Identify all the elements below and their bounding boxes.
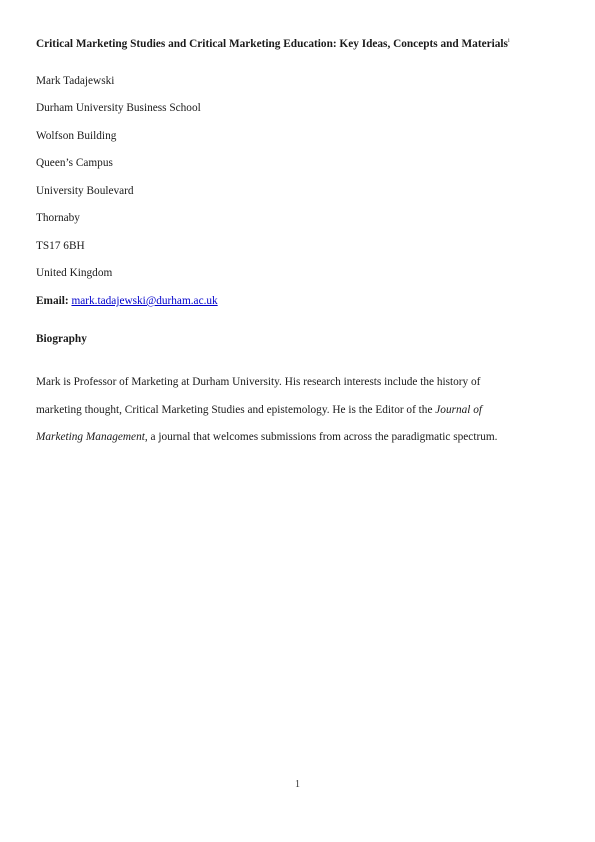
author-affiliation: Durham University Business School — [36, 102, 201, 114]
biography-line-2-text: marketing thought, Critical Marketing Studies and epistemology. He is the Editor of the — [36, 403, 436, 416]
biography-heading: Biography — [36, 333, 87, 345]
biography-line-3 — [36, 424, 526, 452]
journal-title-part-2: Marketing Management — [36, 431, 145, 443]
email-link[interactable]: mark.tadajewski@durham.ac.uk — [71, 295, 218, 307]
biography-line-3-text: , a journal that welcomes submissions from across the paradigmatic spectrum. — [144, 431, 498, 443]
paper-title — [36, 36, 566, 52]
biography-line-1: Mark is Professor of Marketing at Durham University. His research interests include the history of — [36, 376, 481, 388]
biography-line-2 — [36, 397, 526, 425]
biography-paragraph — [36, 369, 526, 452]
address-town: Thornaby — [36, 212, 80, 224]
page-number: 1 — [295, 779, 300, 790]
address-street: University Boulevard — [36, 185, 134, 197]
email-label: Email: — [36, 295, 69, 307]
email-line — [36, 293, 218, 309]
address-building: Wolfson Building — [36, 130, 117, 142]
paper-title-text: Critical Marketing Studies and Critical Marketing Education: Key Ideas, Concepts and Materials — [36, 38, 508, 50]
journal-title-part-1: Journal of — [435, 403, 483, 416]
author-name: Mark Tadajewski — [36, 75, 115, 87]
address-postcode: TS17 6BH — [36, 240, 85, 252]
address-campus: Queen’s Campus — [36, 157, 113, 169]
title-footnote-marker[interactable]: i — [507, 38, 510, 45]
address-country: United Kingdom — [36, 267, 113, 279]
